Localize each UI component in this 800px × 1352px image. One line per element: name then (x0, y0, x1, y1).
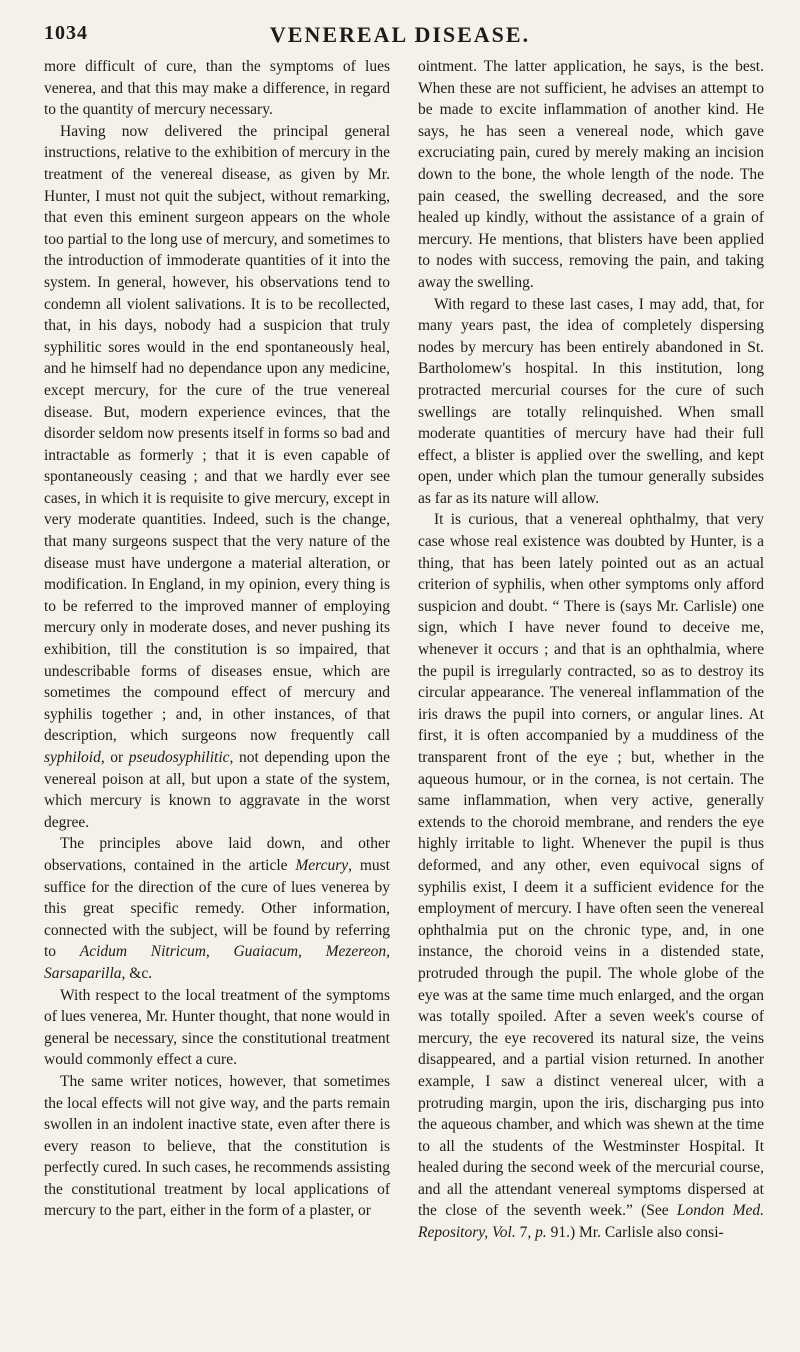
running-head: VENEREAL DISEASE. (269, 22, 531, 47)
paragraph (44, 1071, 390, 1222)
italic-text: Mercury (295, 856, 349, 874)
left-column (44, 56, 390, 1336)
continued-paragraph (418, 56, 764, 294)
paragraph (44, 985, 390, 1071)
text-run: With respect to the local treatment of the symptoms of lues venerea, Mr. Hunter thought, that none would in general be necessary, since the constitutional treatment would commonly effect a cure. (44, 986, 390, 1069)
italic-text: Acidum Nitricum, Guaiacum, Mezereon, Sarsaparilla (44, 943, 390, 982)
italic-text: London Med. Repository, Vol. (418, 1202, 764, 1242)
text-run: , not depending upon the venereal poison at all, but upon a state of the system, which mercury is known to aggravate in the worst degree. (44, 749, 390, 831)
page-number: 1034 (44, 22, 88, 44)
text-run: With regard to these last cases, I may add, that, for many years past, the idea of completely dispersing nodes by mercury has been entirely abandoned in St. Bartholomew's hospital. In this institution, long protracted mercurial courses for the cure of such swellings are totally relinquished. When small moderate quantities of mercury have had their full effect, a blister is applied over the swelling, and kept open, under which plan the tumour generally subsides as far as its nature will allow. (418, 295, 764, 507)
page-header (44, 22, 756, 48)
text-run: 7, (515, 1224, 536, 1242)
italic-text: p. (535, 1224, 547, 1242)
text-run: The principles above laid down, and other observations, contained in the article (44, 835, 390, 874)
paragraph (44, 833, 390, 984)
paragraph (418, 294, 764, 510)
text-run: , or (100, 749, 129, 766)
text-run: Having now delivered the principal general instructions, relative to the exhibition of mercury in the treatment of the venereal disease, as given by Mr. Hunter, I must not quit the subject, without remarking, that even this eminent surgeon appears on the whole too partial to the long use of mercury, and sometimes to the introduction of immoderate quantities of it into the system. In general, however, his observations tend to condemn all violent salivations. It is to be recollected, that, in his days, nobody had a suspicion that truly syphilitic sores would in the end spontaneously heal, and he himself had no dependance upon any medicine, except mercury, for the cure of the true venereal disease. But, modern experience evinces, that the disorder seldom now presents itself in forms so bad and intractable as formerly ; that it is even capable of spontaneously ceasing ; and that we hardly ever see cases, in which it is requisite to give mercury, except in very moderate quantities. Indeed, such is the change, that many surgeons suspect that the very nature of the disease must have undergone a material alteration, or modification. In England, in my opinion, every thing is to be referred to the improved manner of employing mercury only in moderate doses, and never pushing its exhibition, till the constitution is so impaired, that undescribable forms of diseases ensue, which are sometimes the compound effect of mercury and syphilis together ; and, in other instances, of that description, which surgeons now frequently call (44, 122, 390, 745)
text-run: more difficult of cure, than the symptoms of lues venerea, and that this may make a difference, in regard to the quantity of mercury necessary. (44, 58, 390, 119)
italic-text: syphiloid (44, 749, 101, 766)
text-columns (44, 56, 764, 1336)
text-run: ointment. The latter application, he says, is the best. When these are not sufficient, he advises an attempt to be made to excite inflammation of another kind. He says, he has seen a venereal node, which gave excruciating pain, cured by merely making an incision down to the bone, the whole length of the node. The pain ceased, the swelling decreased, and the sore healed up kindly, without the assistance of a grain of mercury. He mentions, that blisters have been applied to nodes with success, removing the pain, and taking away the swelling. (418, 58, 764, 291)
continued-paragraph (44, 56, 390, 121)
text-run: It is curious, that a venereal ophthalmy, that very case whose real existence was doubted by Hunter, is a thing, that has been lately pointed out as an actual criterion of syphilis, when other symptoms only afford suspicion and doubt. “ There is (says Mr. Carlisle) one sign, which I have never found to deceive me, whenever it occurs ; and that is an ophthalmia, where the pupil is irregularly contracted, so as to destroy its circular appearance. The venereal inflammation of the iris draws the pupil into corners, or angular lines. At first, it is often accompanied by a muddiness of the transparent front of the eye ; but, whether in the aqueous humour, or in the cornea, is not certain. The same inflammation, when very active, generally extends to the choroid membrane, and renders the eye highly irritable to light. Whenever the pupil is thus deformed, and any other, even equivocal signs of syphilis exist, I deem it a sufficient evidence for the employment of mercury. I have often seen the venereal ophthalmia put on the chronic type, and, in one instance, the choroid veins in a distended state, protruded through the pupil. The whole globe of the eye was at the same time much enlarged, and the organ was totally spoiled. After a seven week's course of mercury, the eye recovered its natural size, the veins disappeared, and a partial vision returned. In another example, I saw a distinct venereal ulcer, with a protruding margin, upon the iris, discharging pus into the aqueous chamber, and which was shewn at the time to all the students of the Westminster Hospital. It healed during the second week of the mercurial course, and all the attendant venereal symptoms dispersed at the close of the seventh week.” (See (418, 511, 764, 1220)
italic-text: pseudosyphilitic (128, 749, 230, 766)
text-run: The same writer notices, however, that sometimes the local effects will not give way, and the parts remain swollen in an indolent inactive state, even after there is every reason to believe, that the constitution is perfectly cured. In such cases, he recommends assisting the constitutional treatment by local applications of mercury to the part, either in the form of a plaster, or (44, 1072, 390, 1220)
text-run: 91.) Mr. Carlisle also consi- (546, 1224, 724, 1242)
right-column (418, 56, 764, 1336)
paragraph (44, 121, 390, 834)
paragraph (418, 509, 764, 1243)
text-run: , &c. (121, 964, 153, 982)
text-run: , must suffice for the direction of the cure of lues venerea by this great specific remedy. Other information, connected with the subject, will be found by referring to (44, 856, 390, 961)
